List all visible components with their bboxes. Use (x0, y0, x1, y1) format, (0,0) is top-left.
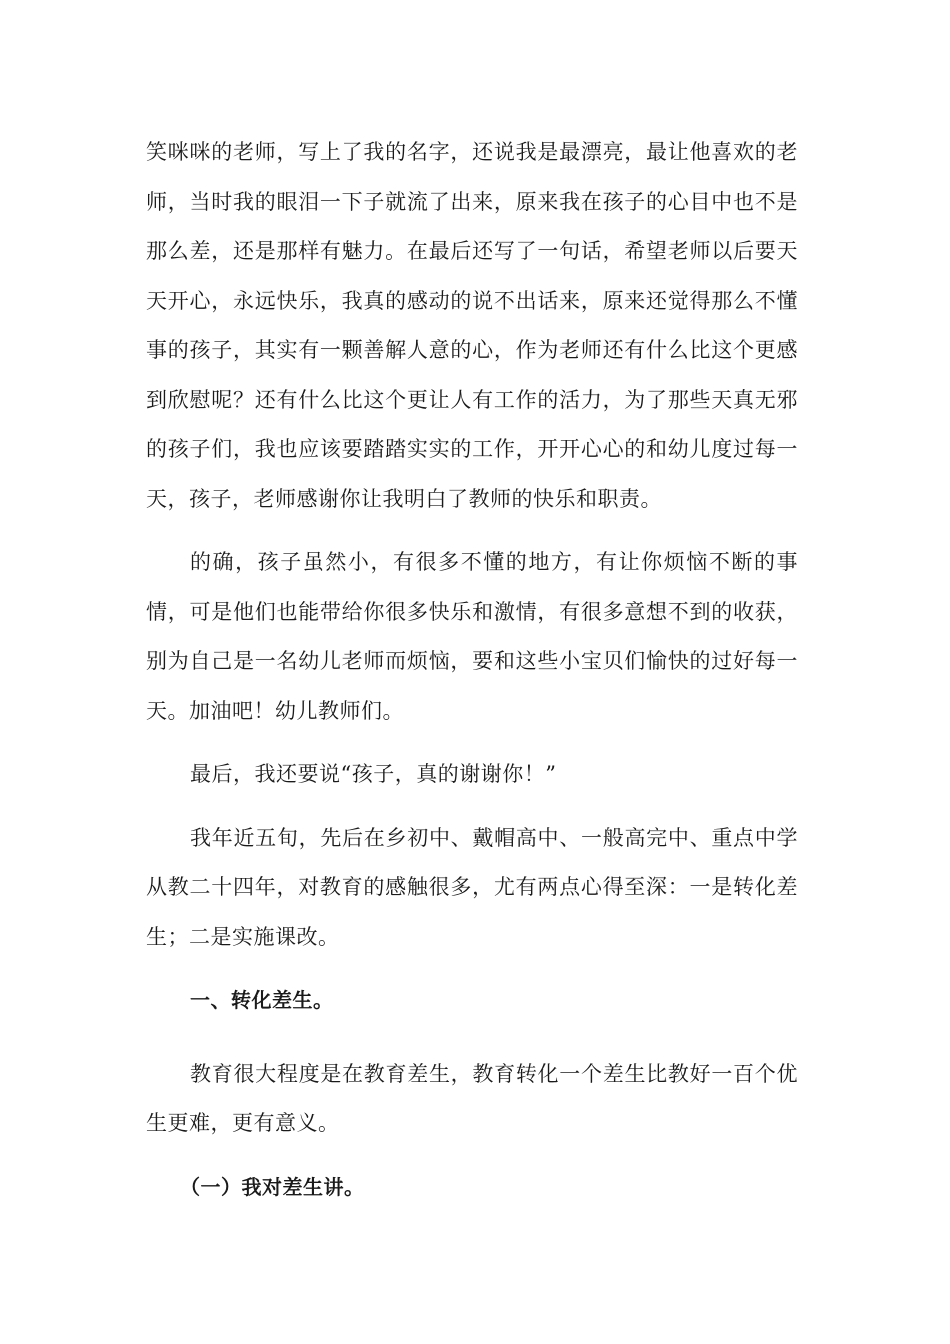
paragraph-finally: 最后，我还要说“孩子，真的谢谢你！” (190, 762, 557, 786)
paragraph-education: 教育很大程度是在教育差生，教育转化一个差生比教好一百个优生更难，更有意义。 (146, 1061, 798, 1135)
paragraph-experience: 我年近五旬，先后在乡初中、戴帽高中、一般高完中、重点中学从教二十四年，对教育的感触很多，尤有两点心得至深：一是转化差生；二是实施课改。 (146, 825, 798, 949)
section-heading: 一、转化差生。 (190, 988, 334, 1012)
document-body (146, 128, 798, 1236)
paragraph-indeed: 的确，孩子虽然小，有很多不懂的地方，有让你烦恼不断的事情，可是他们也能带给你很多快乐和激情，有很多意想不到的收获，别为自己是一名幼儿老师而烦恼，要和这些小宝贝们愉快的过好每一天。加油吧！幼儿教师们。 (146, 550, 798, 723)
paragraph-continued: 笑咪咪的老师，写上了我的名字，还说我是最漂亮，最让他喜欢的老师，当时我的眼泪一下子就流了出来，原来我在孩子的心目中也不是那么差，还是那样有魅力。在最后还写了一句话，希望老师以后要天天开心，永远快乐，我真的感动的说不出话来，原来还觉得那么不懂事的孩子，其实有一颗善解人意的心，作为老师还有什么比这个更感到欣慰呢？还有什么比这个更让人有工作的活力，为了那些天真无邪的孩子们，我也应该要踏踏实实的工作，开开心心的和幼儿度过每一天，孩子，老师感谢你让我明白了教师的快乐和职责。 (146, 140, 798, 511)
subsection-heading: （一）我对差生讲。 (180, 1174, 365, 1199)
